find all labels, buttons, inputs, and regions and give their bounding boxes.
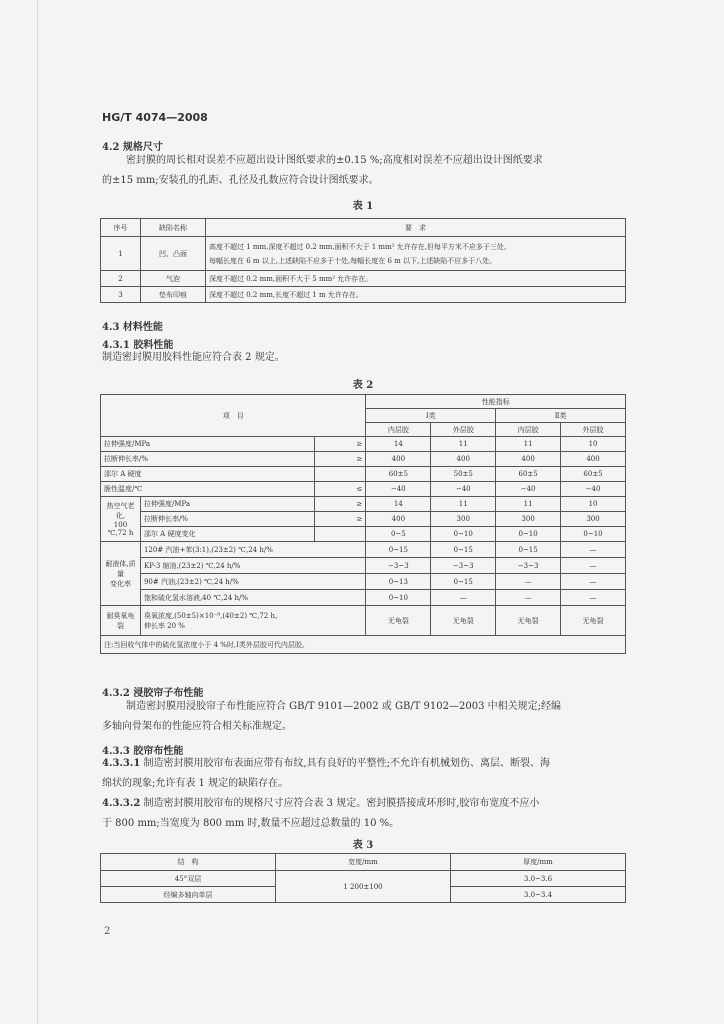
section-4-3-3-1-text: 制造密封膜用胶帘布表面应带有布纹,具有良好的平整性;不允许有机械划伤、离层、断裂、海 [143, 758, 551, 769]
section-4-2-line-1: 密封膜的周长相对误差不应超出设计图纸要求的±0.15 %;高度相对误差不应超出设计图纸要求 [126, 155, 543, 166]
table-2-value: −3~3 [431, 558, 496, 574]
table-3-header-width: 宽度/mm [276, 854, 451, 871]
table-2-value: 11 [496, 437, 561, 452]
table-1-cell: 垫布印痕 [141, 287, 206, 303]
table-1-caption: 表 1 [352, 201, 374, 212]
table-2-header-class-1: Ⅰ类 [366, 409, 496, 423]
table-2-item: 饱和硫化氢水溶液,40 ℃,24 h/% [140, 590, 365, 606]
table-2-value: 0~5 [366, 527, 431, 542]
table-2-value: 0~10 [561, 527, 626, 542]
table-1-req-line: 每幅长度在 6 m 以上,上述缺陷不应多于十处,每幅长度在 6 m 以下,上述缺陷不应多于八处。 [209, 256, 497, 265]
section-4-3-3-1-line-1 [102, 754, 550, 774]
table-1-header-name: 缺陷名称 [141, 219, 206, 237]
table-2-item: 拉伸强度/MPa [101, 437, 315, 452]
table-2-value: 0~10 [366, 590, 431, 606]
table-2-value: 60±5 [561, 467, 626, 482]
table-2-value: 300 [431, 512, 496, 527]
table-2-item-line: 臭氧浓度,(50±5)×10⁻⁸,(40±2) ℃,72 h, [143, 611, 278, 620]
section-4-3-heading: 4.3 材料性能 [102, 322, 163, 333]
table-2-value: 300 [561, 512, 626, 527]
table-2-caption: 表 2 [352, 380, 374, 391]
table-2-group-heat-line: 100 ℃,72 h [107, 521, 134, 537]
table-2-note: 注:当回收气体中的硫化氢浓度小于 4 %时,Ⅰ类外层胶可代内层胶。 [101, 636, 626, 654]
table-2-value: −40 [431, 482, 496, 497]
table-2-op: ≥ [314, 437, 366, 452]
section-4-3-1-text: 制造密封膜用胶料性能应符合表 2 规定。 [102, 352, 285, 363]
table-2-value: 0~15 [366, 542, 431, 558]
table-2-header-perf: 性能指标 [366, 395, 626, 409]
table-2-header-class-2: Ⅱ类 [496, 409, 626, 423]
table-2-item [140, 606, 365, 636]
table-2-item: KP-3 缩油,(23±2) ℃,24 h/% [140, 558, 365, 574]
table-2-value: 300 [496, 512, 561, 527]
section-4-3-1-heading: 4.3.1 胶料性能 [102, 340, 174, 351]
table-2-value: 14 [366, 437, 431, 452]
page-number: 2 [104, 926, 111, 937]
table-2-header-outer: 外层胶 [431, 423, 496, 437]
table-2-group-heat-line: 热空气老化, [106, 502, 135, 520]
table-2-header-inner: 内层胶 [496, 423, 561, 437]
table-2-value: 0~10 [496, 527, 561, 542]
section-4-3-3-2-label: 4.3.3.2 [102, 798, 141, 809]
table-1-cell: 2 [101, 271, 141, 287]
table-2-value: 60±5 [496, 467, 561, 482]
table-1-header-no: 序号 [101, 219, 141, 237]
table-2-value: — [561, 590, 626, 606]
table-2-value: 0~15 [431, 574, 496, 590]
page-margin-line [37, 0, 38, 1024]
table-2-item: 邵尔 A 硬度变化 [140, 527, 314, 542]
table-2-value: −40 [496, 482, 561, 497]
table-2-group-ozone: 耐臭氧龟裂 [101, 606, 141, 636]
table-2-value: 400 [366, 452, 431, 467]
table-3-header-thick: 厚度/mm [451, 854, 626, 871]
section-4-3-3-1-line-2: 绵状的现象;允许有表 1 规定的缺陷存在。 [102, 778, 289, 789]
table-2-value: −40 [366, 482, 431, 497]
section-4-3-2-line-1: 制造密封膜用浸胶帘子布性能应符合 GB/T 9101—2002 或 GB/T 9102—2003 中相关规定;经编 [126, 701, 561, 712]
table-3-caption: 表 3 [352, 840, 374, 851]
section-4-3-3-2-line-1 [102, 794, 539, 814]
table-2-item: 邵尔 A 硬度 [101, 467, 315, 482]
table-2-value: — [496, 590, 561, 606]
table-2 [100, 394, 626, 654]
table-1-cell: 凹、凸面 [141, 237, 206, 271]
section-4-3-3-2-line-2: 于 800 mm;当宽度为 800 mm 时,数量不应超过总数量的 10 %。 [102, 818, 400, 829]
table-2-op [314, 527, 366, 542]
table-2-item: 120# 汽油+苯(3:1),(23±2) ℃,24 h/% [140, 542, 365, 558]
table-2-value: 11 [431, 497, 496, 512]
table-2-header-outer: 外层胶 [561, 423, 626, 437]
table-2-value: 0~10 [431, 527, 496, 542]
table-2-value: 50±5 [431, 467, 496, 482]
table-2-value: 11 [496, 497, 561, 512]
table-2-value: −3~3 [496, 558, 561, 574]
table-2-value: 400 [366, 512, 431, 527]
table-2-group-liquid-line: 变化率 [109, 579, 131, 588]
table-2-value: 无龟裂 [366, 606, 431, 636]
table-2-item: 拉伸强度/MPa [140, 497, 314, 512]
table-2-value: 400 [496, 452, 561, 467]
table-2-op [314, 467, 366, 482]
table-2-item-line: 伸长率 20 % [143, 621, 185, 630]
table-2-value: −40 [561, 482, 626, 497]
section-4-2-line-2: 的±15 mm;安装孔的孔距、孔径及孔数应符合设计图纸要求。 [102, 175, 379, 186]
table-2-item: 拉断伸长率/% [101, 452, 315, 467]
table-2-op: ≥ [314, 452, 366, 467]
section-4-3-3-heading: 4.3.3 胶帘布性能 [102, 746, 184, 757]
table-2-value: 0~15 [431, 542, 496, 558]
table-2-value: 10 [561, 497, 626, 512]
section-4-2-heading: 4.2 规格尺寸 [102, 142, 163, 153]
section-4-3-2-heading: 4.3.2 浸胶帘子布性能 [102, 688, 204, 699]
table-3-cell: 45°双层 [101, 871, 276, 887]
table-2-value: 14 [366, 497, 431, 512]
table-1-cell: 深度不超过 0.2 mm,面积不大于 5 mm² 允许存在。 [206, 271, 626, 287]
table-1-req-line: 高度不超过 1 mm,深度不超过 0.2 mm,面积不大于 1 mm² 允许存在,但每平方米不应多于三处。 [209, 242, 511, 251]
table-2-header-item: 项 目 [101, 395, 366, 437]
table-2-item: 拉断伸长率/% [140, 512, 314, 527]
table-2-value: 10 [561, 437, 626, 452]
table-3 [100, 853, 626, 903]
table-2-value: 11 [431, 437, 496, 452]
table-3-header-struct: 结 构 [101, 854, 276, 871]
table-1-cell [206, 237, 626, 271]
section-4-3-3-2-text: 制造密封膜用胶帘布的规格尺寸应符合表 3 规定。密封膜搭接成环形时,胶帘布宽度不应小 [143, 798, 540, 809]
table-2-op: ≥ [314, 512, 366, 527]
table-1-cell: 1 [101, 237, 141, 271]
table-1-header-req: 要 求 [206, 219, 626, 237]
table-2-value: — [561, 574, 626, 590]
table-3-cell: 3.0~3.4 [451, 887, 626, 903]
table-3-cell: 经编多轴向单层 [101, 887, 276, 903]
table-1-cell: 深度不超过 0.2 mm,长度不超过 1 m 允许存在。 [206, 287, 626, 303]
table-1-cell: 3 [101, 287, 141, 303]
table-2-value: — [431, 590, 496, 606]
table-1 [100, 218, 626, 303]
document-id: HG/T 4074—2008 [102, 111, 208, 124]
table-2-value: 400 [431, 452, 496, 467]
table-3-cell-width: 1 200±100 [276, 871, 451, 903]
table-2-value: 0~15 [496, 542, 561, 558]
table-3-cell: 3.0~3.6 [451, 871, 626, 887]
table-2-value: 60±5 [366, 467, 431, 482]
table-2-value: −3~3 [366, 558, 431, 574]
table-2-group-liquid [101, 542, 141, 606]
table-2-value: 无龟裂 [561, 606, 626, 636]
section-4-3-2-line-2: 多轴向骨架布的性能应符合相关标准规定。 [102, 721, 292, 732]
table-2-item: 脆性温度/℃ [101, 482, 315, 497]
table-2-value: 0~13 [366, 574, 431, 590]
section-4-3-3-1-label: 4.3.3.1 [102, 758, 141, 769]
table-2-item: 90# 汽油,(23±2) ℃,24 h/% [140, 574, 365, 590]
table-2-header-inner: 内层胶 [366, 423, 431, 437]
table-2-value: — [496, 574, 561, 590]
table-2-value: — [561, 558, 626, 574]
table-2-value: — [561, 542, 626, 558]
table-1-cell: 气泡 [141, 271, 206, 287]
table-2-value: 无龟裂 [496, 606, 561, 636]
table-2-op: ≥ [314, 497, 366, 512]
table-2-value: 400 [561, 452, 626, 467]
table-2-op: ≤ [314, 482, 366, 497]
table-2-group-heat [101, 497, 141, 542]
table-2-group-liquid-line: 耐液体,质量 [105, 559, 136, 578]
table-2-value: 无龟裂 [431, 606, 496, 636]
